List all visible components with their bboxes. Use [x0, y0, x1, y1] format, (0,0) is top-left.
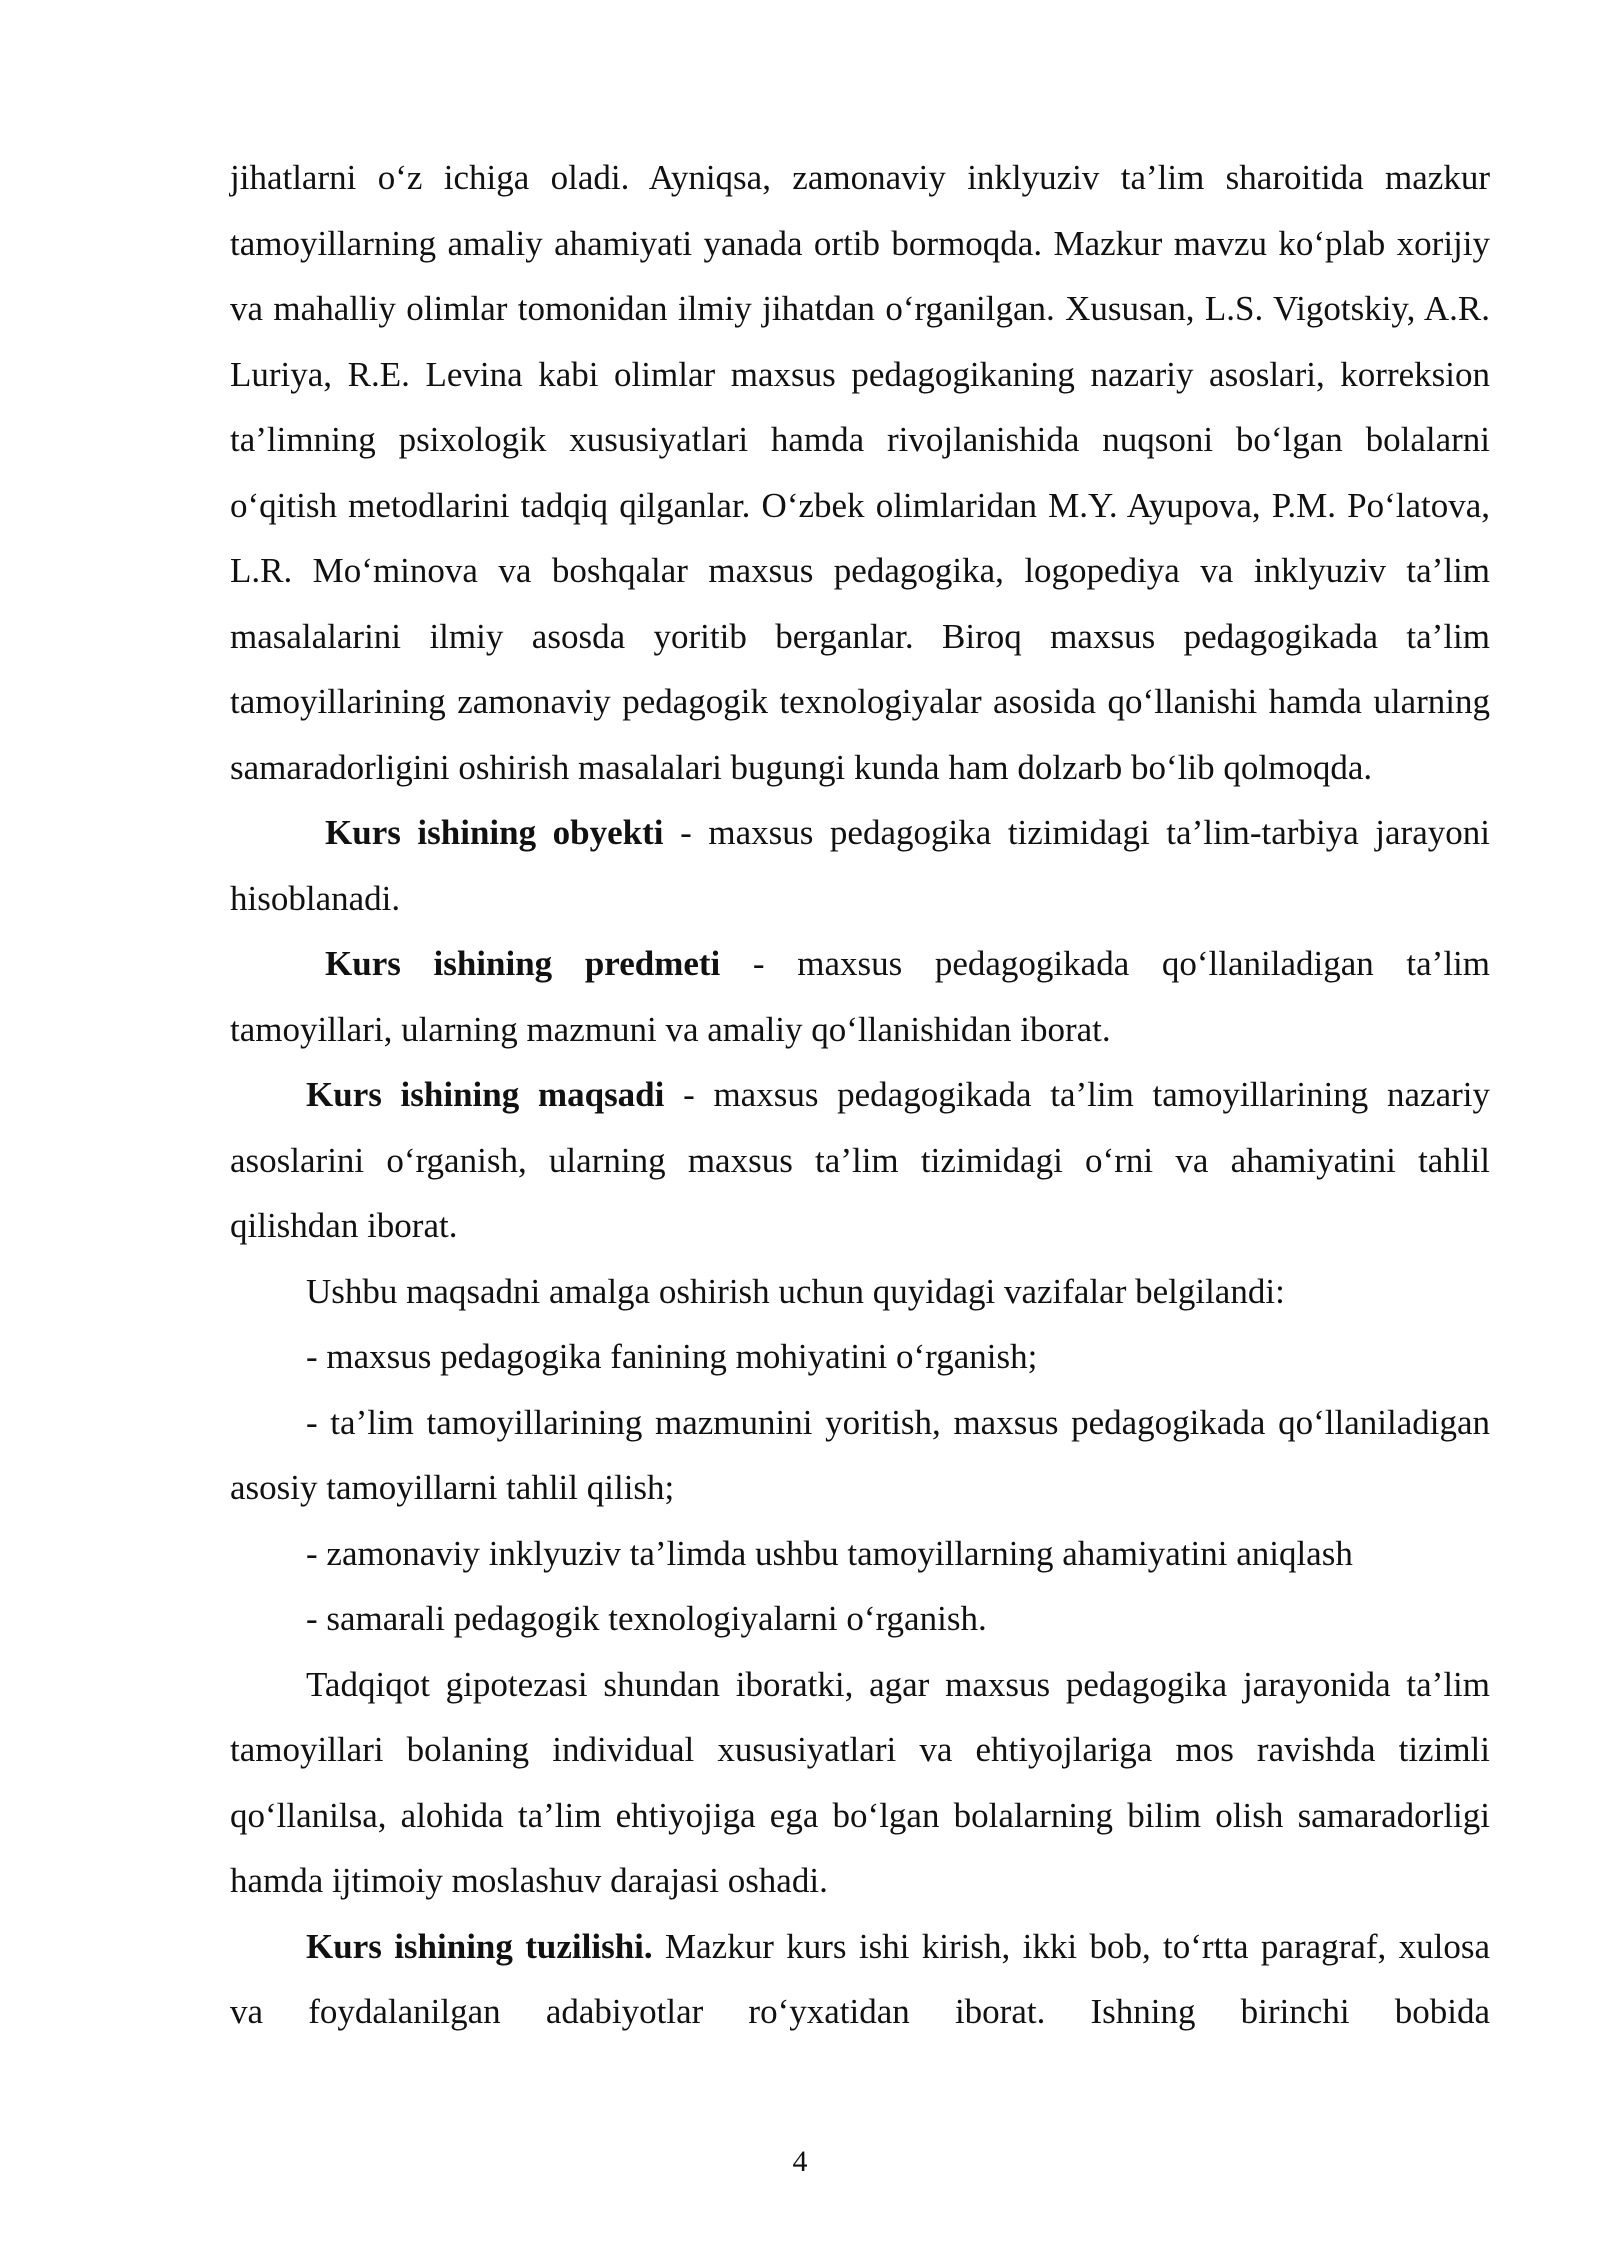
list-item-task-2: [230, 1390, 1490, 1521]
paragraph-tasks-intro: [230, 1259, 1490, 1325]
paragraph-structure: [230, 1914, 1490, 2045]
document-body: [230, 145, 1490, 2045]
list-item-task-3: [230, 1521, 1490, 1587]
heading-structure: Kurs ishining tuzilishi.: [306, 1926, 653, 1966]
paragraph-text: - maxsus pedagogika fanining mohiyatini o‘rganish;: [306, 1337, 1038, 1376]
heading-goal: Kurs ishining maqsadi: [306, 1075, 665, 1114]
list-item-task-1: [230, 1324, 1490, 1390]
paragraph-text: - maxsus pedagogikada qo‘llaniladigan ta’lim tamoyillari, ularning mazmuni va amaliy qo‘llanishidan iborat.: [230, 944, 1490, 1049]
paragraph-intro-continuation: [230, 145, 1490, 800]
paragraph-text: Mazkur kurs ishi kirish, ikki bob, to‘rtta paragraf, xulosa va foydalanilgan adabiyotlar ro‘yxatidan iborat. Ishning birinchi bobida: [230, 1926, 1490, 2031]
page-number: 4: [792, 2145, 808, 2178]
paragraph-goal: [230, 1062, 1490, 1259]
paragraph-text: - maxsus pedagogikada ta’lim tamoyillarining nazariy asoslarini o‘rganish, ularning maxsus ta’lim tizimidagi o‘rni va ahamiyatini tahlil qilishdan iborat.: [230, 1075, 1490, 1245]
paragraph-text: Ushbu maqsadni amalga oshirish uchun quyidagi vazifalar belgilandi:: [306, 1271, 1285, 1311]
paragraph-text: Tadqiqot gipotezasi shundan iboratki, agar maxsus pedagogika jarayonida ta’lim tamoyillari bolaning individual xususiyatlari va ehtiyojlariga mos ravishda tizimli qo‘llanilsa, alohida ta’lim ehtiyojiga ega bo‘lgan bolalarning bilim olish samaradorligi hamda ijtimoiy moslashuv darajasi oshadi.: [230, 1664, 1490, 1900]
paragraph-text: - samarali pedagogik texnologiyalarni o‘rganish.: [306, 1599, 987, 1638]
paragraph-text: - ta’lim tamoyillarining mazmunini yoritish, maxsus pedagogikada qo‘llaniladigan asosiy tamoyillarni tahlil qilish;: [230, 1402, 1490, 1507]
paragraph-text: jihatlarni o‘z ichiga oladi. Ayniqsa, zamonaviy inklyuziv ta’lim sharoitida mazkur tamoyillarning amaliy ahamiyati yanada ortib bormoqda. Mazkur mavzu ko‘plab xorijiy va mahalliy olimlar tomonidan ilmiy jihatdan o‘rganilgan. Xususan, L.S. Vigotskiy, A.R. Luriya, R.E. Levina kabi olimlar maxsus pedagogikaning nazariy asoslari, korreksion ta’limning psixologik xususiyatlari hamda rivojlanishida nuqsoni bo‘lgan bolalarni o‘qitish metodlarini tadqiq qilganlar. O‘zbek olimlaridan M.Y. Ayupova, P.M. Po‘latova, L.R. Mo‘minova va boshqalar maxsus pedagogika, logopediya va inklyuziv ta’lim masalalarini ilmiy asosda yoritib berganlar. Biroq maxsus pedagogikada ta’lim tamoyillarining zamonaviy pedagogik texnologiyalar asosida qo‘llanishi hamda ularning samaradorligini oshirish masalalari bugungi kunda ham dolzarb bo‘lib qolmoqda.: [230, 158, 1490, 787]
paragraph-hypothesis: [230, 1652, 1490, 1914]
heading-subject: Kurs ishining predmeti: [325, 944, 721, 983]
paragraph-object: [230, 800, 1490, 931]
list-item-task-4: [230, 1586, 1490, 1652]
heading-object: Kurs ishining obyekti: [325, 813, 664, 852]
paragraph-text: - zamonaviy inklyuziv ta’limda ushbu tamoyillarning ahamiyatini aniqlash: [306, 1533, 1353, 1573]
paragraph-subject: [230, 931, 1490, 1062]
paragraph-text: - maxsus pedagogika tizimidagi ta’lim-tarbiya jarayoni hisoblanadi.: [230, 813, 1490, 918]
